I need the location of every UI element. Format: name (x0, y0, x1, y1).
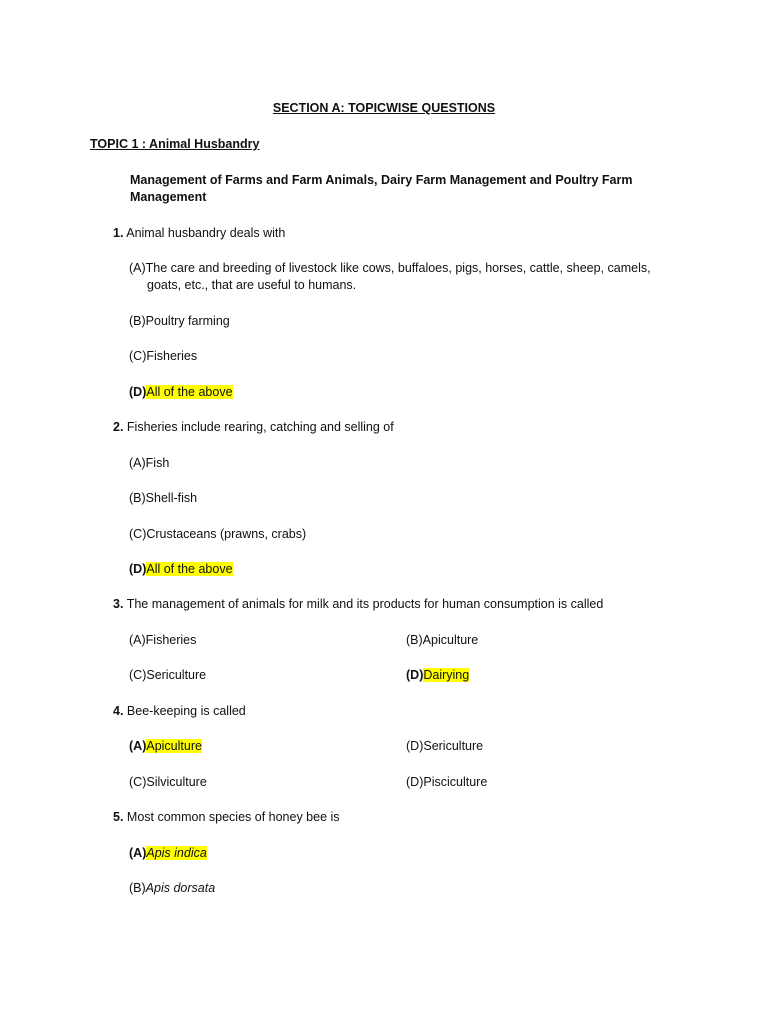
option-text: Shell-fish (145, 491, 198, 505)
option-letter: (A) (129, 739, 147, 753)
q4-option-d-2 (406, 774, 487, 791)
highlighted-answer: Apiculture (146, 739, 202, 753)
option-text: Sericulture (146, 668, 207, 682)
option-letter: (C) (129, 668, 147, 682)
question-4 (113, 703, 246, 720)
question-number: 2. (113, 420, 124, 434)
question-text: The management of animals for milk and its products for human consumption is called (126, 597, 604, 611)
q3-option-c (129, 667, 206, 684)
option-text: Apiculture (422, 633, 479, 647)
highlighted-answer: All of the above (146, 385, 233, 399)
highlighted-answer: Apis indica (146, 846, 207, 860)
q5-option-b (129, 880, 215, 897)
option-letter: (C) (129, 349, 147, 363)
question-text: Most common species of honey bee is (126, 810, 340, 824)
option-text: Sericulture (423, 739, 484, 753)
question-number: 4. (113, 704, 124, 718)
option-text: Silviculture (146, 775, 207, 789)
option-text: Poultry farming (145, 314, 230, 328)
option-letter: (A) (129, 633, 146, 647)
q2-option-b (129, 490, 197, 507)
option-letter: (A) (129, 456, 146, 470)
q5-option-a-answer (129, 845, 207, 862)
option-letter: (D) (406, 739, 424, 753)
option-letter: (C) (129, 527, 147, 541)
q1-option-d-answer (129, 384, 233, 401)
option-letter: (D) (129, 385, 147, 399)
question-number: 5. (113, 810, 124, 824)
section-title: SECTION A: TOPICWISE QUESTIONS (272, 101, 496, 115)
q1-option-a (129, 260, 669, 294)
option-text: The care and breeding of livestock like cows, buffaloes, pigs, horses, cattle, sheep, camels, (145, 261, 651, 275)
option-letter: (D) (406, 668, 424, 682)
option-text: Fish (145, 456, 170, 470)
option-letter: (B) (406, 633, 423, 647)
option-letter: (A) (129, 261, 146, 275)
option-text: Fisheries (145, 633, 197, 647)
question-2 (113, 419, 394, 436)
question-number: 1. (113, 226, 124, 240)
option-letter: (D) (129, 562, 147, 576)
option-letter: (C) (129, 775, 147, 789)
question-text: Bee-keeping is called (126, 704, 246, 718)
option-text: Apis dorsata (145, 881, 216, 895)
subheading: Management of Farms and Farm Animals, Dairy Farm Management and Poultry Farm Management (130, 173, 633, 204)
option-text-continuation: goats, etc., that are useful to humans. (147, 278, 357, 292)
question-text: Fisheries include rearing, catching and selling of (126, 420, 394, 434)
option-letter: (B) (129, 314, 146, 328)
question-3 (113, 596, 603, 613)
q2-option-c (129, 526, 306, 543)
topic-title: TOPIC 1 : Animal Husbandry (90, 137, 260, 151)
option-letter: (A) (129, 846, 147, 860)
question-text: Animal husbandry deals with (126, 226, 286, 240)
option-text: Crustaceans (prawns, crabs) (146, 527, 307, 541)
q4-option-a-answer (129, 738, 202, 755)
option-letter: (B) (129, 491, 146, 505)
q3-option-a (129, 632, 196, 649)
q1-option-b (129, 313, 230, 330)
q2-option-a (129, 455, 169, 472)
q3-option-b (406, 632, 478, 649)
q4-option-c (129, 774, 207, 791)
option-text: Fisheries (146, 349, 198, 363)
q1-option-c (129, 348, 197, 365)
option-letter: (D) (406, 775, 424, 789)
highlighted-answer: Dairying (423, 668, 470, 682)
option-letter: (B) (129, 881, 146, 895)
question-1 (113, 225, 285, 242)
question-number: 3. (113, 597, 124, 611)
q4-option-d-1 (406, 738, 483, 755)
q2-option-d-answer (129, 561, 233, 578)
q3-option-d-answer (406, 667, 469, 684)
question-5 (113, 809, 340, 826)
option-text: Pisciculture (423, 775, 488, 789)
highlighted-answer: All of the above (146, 562, 233, 576)
